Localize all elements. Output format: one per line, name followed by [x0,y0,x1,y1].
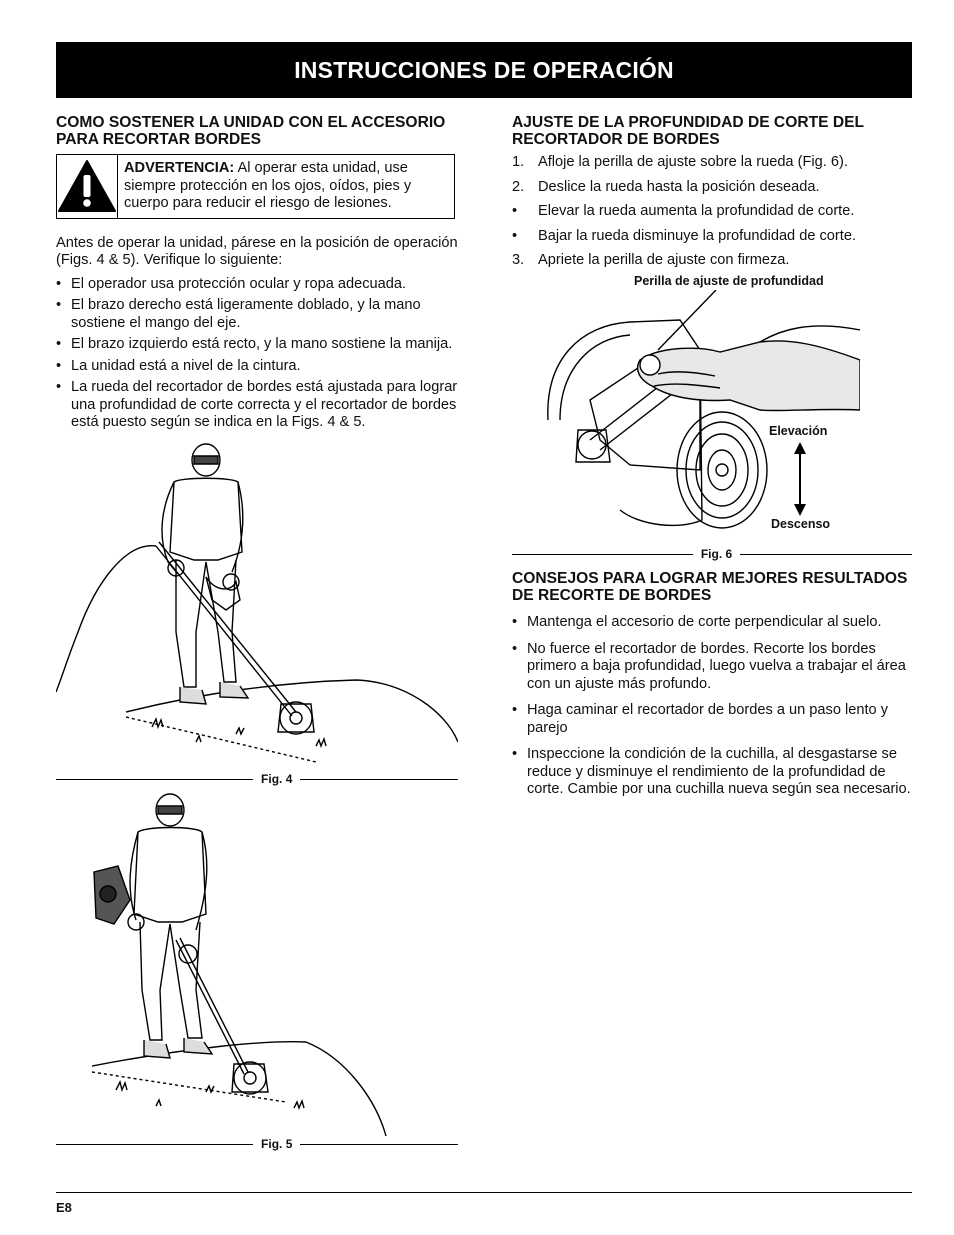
section-header-bar [56,42,912,98]
step-marker: • [512,227,518,244]
list-item: • Haga caminar el recortador de bordes a un paso lento y parejo [512,702,914,737]
list-item: • La rueda del recortador de bordes está ajustada para lograr una profundidad de corte correcta y el recortador de bordes está puesto según se indica en la Figs. 4 & 5. [56,379,458,432]
list-item [512,179,914,197]
tips-section [512,570,914,808]
fig6-knob-label: Perilla de ajuste de profundidad [634,274,824,288]
list-item: • Inspeccione la condición de la cuchilla, al desgastarse se reduce y disminuye el rendimiento de la profundidad de corte. Cambie por una cuchilla nueva según sea necesario. [512,746,914,799]
footer-divider [56,1192,912,1193]
step-marker: 2. [512,178,525,195]
warning-icon [57,155,118,218]
warning-text [118,155,454,218]
list-item [512,154,914,172]
fig4-illustration [56,442,458,770]
page-title: INSTRUCCIONES DE OPERACIÓN [294,56,674,83]
tips-list [512,614,914,799]
fig4-caption [56,772,458,786]
section-heading-tips: CONSEJOS PARA LOGRAR MEJORES RESULTADOS DE RECORTE DE BORDES [512,570,908,604]
list-item: • El brazo derecho está ligeramente doblado, y la mano sostiene el mango del eje. [56,297,458,332]
step-marker: 1. [512,154,525,170]
section-heading-holding-unit: COMO SOSTENER LA UNIDAD CON EL ACCESORIO PARA RECORTAR BORDES [56,114,446,148]
list-item: • Mantenga el accesorio de corte perpendicular al suelo. [512,614,914,632]
step-text: Bajar la rueda disminuye la profundidad de corte. [538,227,857,244]
fig6-down-label: Descenso [771,517,831,531]
list-item: • El operador usa protección ocular y ropa adecuada. [56,276,458,294]
fig6-caption [512,547,912,561]
page-number: E8 [56,1200,72,1215]
warning-box [56,154,455,219]
left-column [56,114,458,436]
list-item [512,203,914,221]
step-marker: • [512,203,518,219]
checklist [56,276,458,432]
step-text: Afloje la perilla de ajuste sobre la rueda (Fig. 6). [538,154,848,170]
warning-message: Al operar esta unidad, use siempre protección en los ojos, oídos, pies y cuerpo para reducir el riesgo de lesiones. [124,160,412,211]
step-marker: 3. [512,252,525,268]
fig6-label: Fig. 6 [700,547,733,561]
section-heading-depth-adjustment: AJUSTE DE LA PROFUNDIDAD DE CORTE DEL RECORTADOR DE BORDES [512,114,864,148]
list-item: • No fuerce el recortador de bordes. Recorte los bordes primero a baja profundidad, luego vuelva a trabajar el área con un ajuste más profundo. [512,641,914,694]
fig6-up-label: Elevación [769,424,828,438]
list-item: • El brazo izquierdo está recto, y la mano sostiene la manija. [56,336,458,354]
adjustment-steps [512,154,914,270]
fig5-illustration [56,790,458,1136]
fig6-illustration [530,290,860,540]
step-text: Apriete la perilla de ajuste con firmeza. [538,252,790,268]
fig5-caption [56,1137,458,1151]
list-item: • La unidad está a nivel de la cintura. [56,358,458,376]
step-text: Elevar la rueda aumenta la profundidad de corte. [538,203,855,219]
step-text: Deslice la rueda hasta la posición deseada. [538,178,820,195]
fig4-label: Fig. 4 [261,772,293,786]
right-column [512,114,914,277]
intro-paragraph: Antes de operar la unidad, párese en la posición de operación (Figs. 4 & 5). Verifique lo siguiente: [56,234,458,268]
list-item [512,228,914,246]
list-item [512,252,914,270]
fig5-label: Fig. 5 [261,1137,293,1151]
fig6-up-down-arrow [792,442,808,516]
warning-label: ADVERTENCIA: [124,160,235,176]
